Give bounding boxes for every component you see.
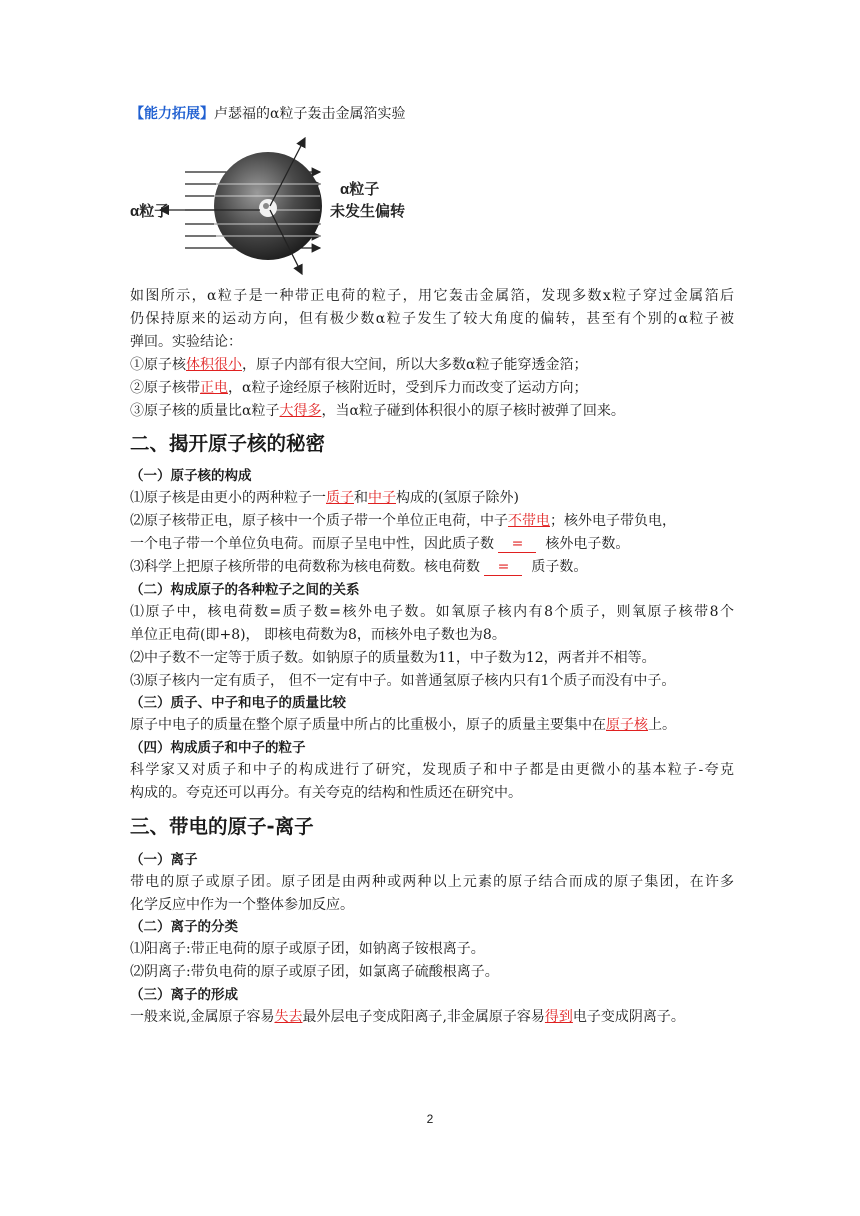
- relation-line-1: ⑴原子中，核电荷数=质子数=核外电子数。如氧原子核内有8个质子，则氧原子核带8个: [130, 604, 734, 620]
- answer-proton: 质子: [326, 490, 354, 506]
- alpha-label-right: α粒子: [340, 181, 380, 198]
- section-2-sub-1: （一）原子核的构成: [130, 468, 252, 484]
- undeflected-label: 未发生偏转: [330, 203, 406, 220]
- section-2-heading: 二、揭开原子核的秘密: [130, 432, 326, 455]
- explain-line-1: 如图所示，α粒子是一种带正电荷的粒子，用它轰击金属箔，发现多数x粒子穿过金属箔后: [130, 288, 734, 304]
- relation-line-4: ⑶原子核内一定有质子， 但不一定有中子。如普通氢原子核内只有1个质子而没有中子。: [130, 673, 676, 689]
- relation-line-2: 单位正电荷(即+8)， 即核电荷数为8，而核外电子数也为8。: [130, 627, 506, 643]
- conclusion-1: ①原子核体积很小，原子内部有很大空间，所以大多数α粒子能穿透金箔；: [130, 357, 588, 373]
- answer-volume-small: 体积很小: [186, 357, 242, 373]
- gold-foil-diagram: [130, 132, 420, 280]
- section-2-sub-3: （三）质子、中子和电子的质量比较: [130, 695, 346, 711]
- ion-def-line-1: 带电的原子或原子团。原子团是由两种或两种以上元素的原子结合而成的原子集团，在许多: [130, 874, 734, 890]
- experiment-title-text: 卢瑟福的α粒子轰击金属箔实验: [214, 106, 406, 122]
- rutherford-figure: [130, 132, 420, 280]
- nuclear-charge-number: ⑶科学上把原子核所带的电荷数称为核电荷数。核电荷数 = 质子数。: [130, 559, 588, 575]
- answer-no-charge: 不带电: [508, 513, 550, 529]
- answer-positive: 正电: [200, 380, 228, 396]
- answer-equals-1: =: [498, 536, 536, 553]
- answer-lose: 失去: [274, 1009, 303, 1025]
- quark-line-2: 构成的。夸克还可以再分。有关夸克的结构和性质还在研究中。: [130, 785, 522, 801]
- ion-formation: 一般来说,金属原子容易失去最外层电子变成阳离子,非金属原子容易得到电子变成阴离子。: [130, 1009, 685, 1025]
- section-3-sub-3: （三）离子的形成: [130, 987, 238, 1003]
- quark-line-1: 科学家又对质子和中子的构成进行了研究，发现质子和中子都是由更微小的基本粒子-夸克: [130, 762, 734, 778]
- nucleus-charge-line-2: 一个电子带一个单位负电荷。而原子呈电中性，因此质子数 = 核外电子数。: [130, 536, 630, 552]
- conclusion-3: ③原子核的质量比α粒子大得多，当α粒子碰到体积很小的原子核时被弹了回来。: [130, 403, 625, 419]
- ion-def-line-2: 化学反应中作为一个整体参加反应。: [130, 897, 354, 913]
- mass-comparison: 原子中电子的质量在整个原子质量中所占的比重极小，原子的质量主要集中在原子核上。: [130, 717, 676, 733]
- section-3-sub-2: （二）离子的分类: [130, 919, 238, 935]
- nucleus-composition: ⑴原子核是由更小的两种粒子一质子和中子构成的(氢原子除外): [130, 490, 519, 506]
- explain-line-3: 弹回。实验结论：: [130, 334, 242, 350]
- answer-equals-2: =: [484, 559, 522, 576]
- explain-line-2: 仍保持原来的运动方向，但有极少数α粒子发生了较大角度的偏转，甚至有个别的α粒子被: [130, 311, 734, 327]
- section-3-heading: 三、带电的原子-离子: [130, 815, 314, 838]
- answer-nucleus: 原子核: [606, 717, 648, 733]
- section-2-sub-2: （二）构成原子的各种粒子之间的关系: [130, 582, 360, 598]
- answer-gain: 得到: [544, 1009, 573, 1025]
- conclusion-2: ②原子核带正电，α粒子途经原子核附近时，受到斥力而改变了运动方向；: [130, 380, 588, 396]
- section-3-sub-1: （一）离子: [130, 852, 198, 868]
- experiment-title: [130, 104, 405, 124]
- page-number: 2: [426, 1112, 434, 1126]
- cation-line: ⑴阳离子:带正电荷的原子或原子团，如钠离子铵根离子。: [130, 941, 485, 957]
- nucleus-charge-line-1: ⑵原子核带正电，原子核中一个质子带一个单位正电荷，中子不带电；核外电子带负电，: [130, 513, 676, 529]
- alpha-label-left: α粒子: [130, 203, 170, 220]
- section-2-sub-4: （四）构成质子和中子的粒子: [130, 740, 306, 756]
- answer-neutron: 中子: [368, 490, 396, 506]
- answer-much-larger: 大得多: [279, 403, 322, 419]
- anion-line: ⑵阴离子:带负电荷的原子或原子团，如氯离子硫酸根离子。: [130, 964, 499, 980]
- relation-line-3: ⑵中子数不一定等于质子数。如钠原子的质量数为11，中子数为12，两者并不相等。: [130, 650, 656, 666]
- ability-extension-tag: 【能力拓展】: [130, 106, 214, 122]
